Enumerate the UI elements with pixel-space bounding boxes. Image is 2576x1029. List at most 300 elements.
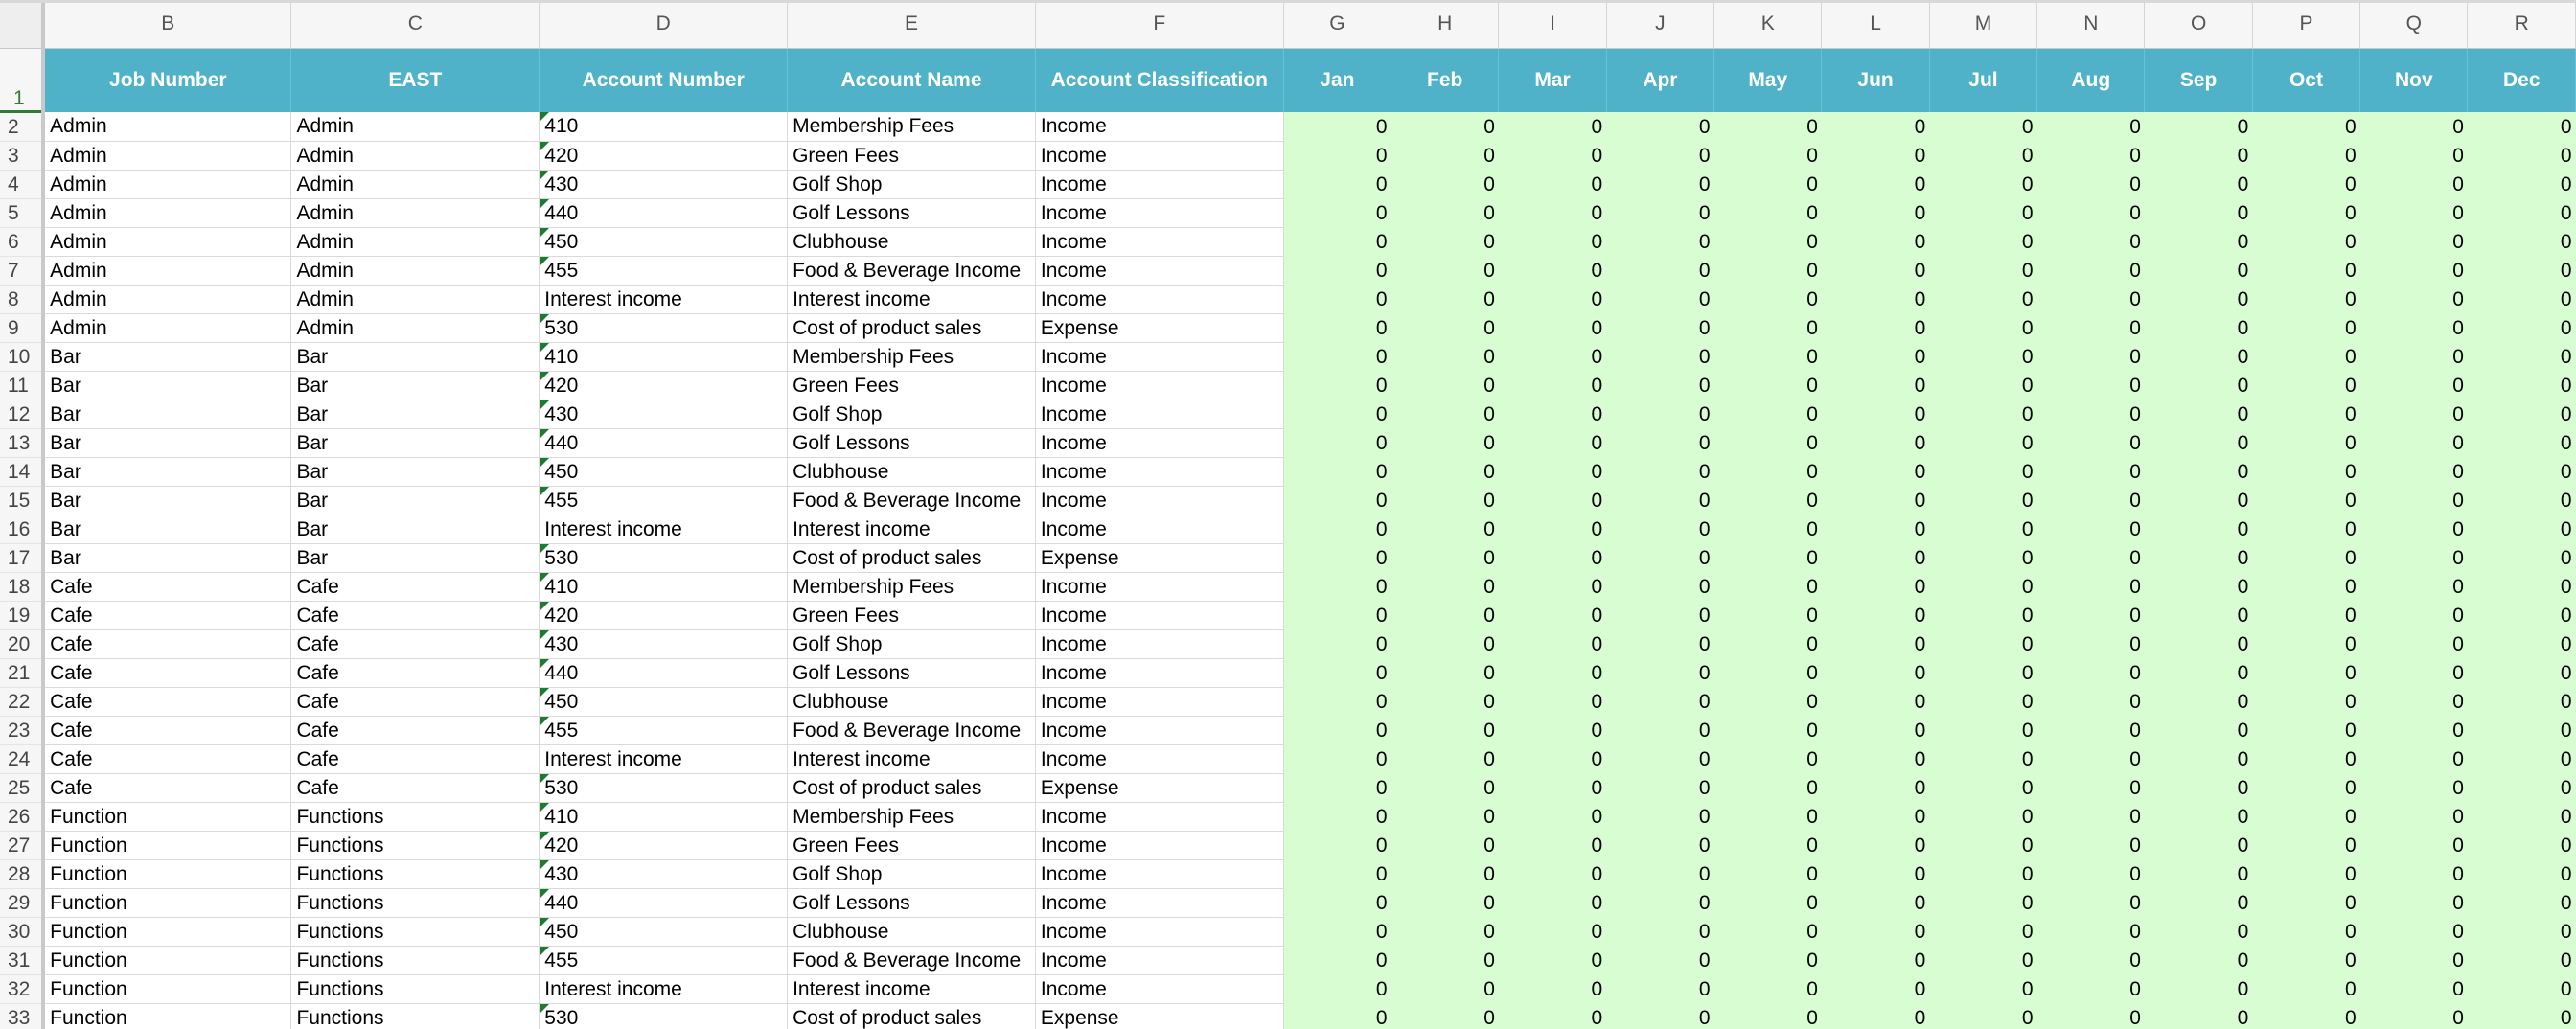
month-value-cell[interactable]: 0 <box>1283 515 1391 544</box>
account-name-cell[interactable]: Golf Lessons <box>788 659 1036 688</box>
month-value-cell[interactable]: 0 <box>1283 199 1391 228</box>
month-value-cell[interactable]: 0 <box>2468 199 2576 228</box>
month-value-cell[interactable]: 0 <box>1929 400 2036 429</box>
month-value-cell[interactable]: 0 <box>2252 372 2359 400</box>
month-value-cell[interactable]: 0 <box>1392 343 1499 372</box>
number-as-text-indicator[interactable] <box>540 487 549 496</box>
month-value-cell[interactable]: 0 <box>1392 314 1499 343</box>
month-value-cell[interactable]: 0 <box>1822 544 1929 573</box>
column-header-p[interactable]: P <box>2252 0 2359 49</box>
job-number-cell[interactable]: Admin <box>43 171 291 199</box>
row-number[interactable]: 4 <box>0 171 43 199</box>
month-value-cell[interactable]: 0 <box>2037 630 2145 659</box>
number-as-text-indicator[interactable] <box>540 573 549 583</box>
month-value-cell[interactable]: 0 <box>2360 745 2468 774</box>
month-value-cell[interactable]: 0 <box>2360 429 2468 458</box>
month-value-cell[interactable]: 0 <box>1499 400 1606 429</box>
month-value-cell[interactable]: 0 <box>2468 515 2576 544</box>
number-as-text-indicator[interactable] <box>540 717 549 726</box>
account-classification-cell[interactable]: Income <box>1035 257 1283 286</box>
month-value-cell[interactable]: 0 <box>2037 199 2145 228</box>
month-value-cell[interactable]: 0 <box>1606 314 1714 343</box>
month-value-cell[interactable]: 0 <box>1283 745 1391 774</box>
month-value-cell[interactable]: 0 <box>2252 458 2359 487</box>
month-value-cell[interactable]: 0 <box>1283 257 1391 286</box>
month-value-cell[interactable]: 0 <box>2145 573 2252 602</box>
month-value-cell[interactable]: 0 <box>1606 774 1714 803</box>
month-value-cell[interactable]: 0 <box>2360 947 2468 975</box>
month-value-cell[interactable]: 0 <box>1283 1004 1391 1029</box>
account-classification-cell[interactable]: Income <box>1035 400 1283 429</box>
month-value-cell[interactable]: 0 <box>2360 573 2468 602</box>
month-value-cell[interactable]: 0 <box>1606 717 1714 745</box>
month-value-cell[interactable]: 0 <box>2037 774 2145 803</box>
month-value-cell[interactable]: 0 <box>1822 458 1929 487</box>
number-as-text-indicator[interactable] <box>540 228 549 238</box>
job-number-cell[interactable]: Cafe <box>43 630 291 659</box>
month-value-cell[interactable]: 0 <box>1392 975 1499 1004</box>
month-value-cell[interactable]: 0 <box>1714 745 1822 774</box>
month-value-cell[interactable]: 0 <box>1714 286 1822 314</box>
month-value-cell[interactable]: 0 <box>1606 860 1714 889</box>
row-number[interactable]: 9 <box>0 314 43 343</box>
account-name-cell[interactable]: Cost of product sales <box>788 314 1036 343</box>
month-value-cell[interactable]: 0 <box>1714 343 1822 372</box>
month-value-cell[interactable]: 0 <box>1499 918 1606 947</box>
month-value-cell[interactable]: 0 <box>1392 429 1499 458</box>
month-value-cell[interactable]: 0 <box>1929 1004 2036 1029</box>
account-classification-cell[interactable]: Income <box>1035 832 1283 860</box>
number-as-text-indicator[interactable] <box>540 860 549 870</box>
account-classification-cell[interactable]: Income <box>1035 343 1283 372</box>
month-value-cell[interactable]: 0 <box>1822 717 1929 745</box>
account-number-cell[interactable] <box>540 314 788 343</box>
job-number-cell[interactable]: Function <box>43 832 291 860</box>
account-name-cell[interactable]: Cost of product sales <box>788 544 1036 573</box>
month-value-cell[interactable]: 0 <box>2145 400 2252 429</box>
account-name-cell[interactable]: Food & Beverage Income <box>788 717 1036 745</box>
header-cell[interactable]: Account Number <box>540 49 788 112</box>
account-number-cell[interactable] <box>540 947 788 975</box>
month-value-cell[interactable]: 0 <box>2252 199 2359 228</box>
month-value-cell[interactable]: 0 <box>1392 171 1499 199</box>
account-classification-cell[interactable]: Income <box>1035 659 1283 688</box>
account-number-cell[interactable] <box>540 602 788 630</box>
month-value-cell[interactable]: 0 <box>1822 314 1929 343</box>
month-value-cell[interactable]: 0 <box>1392 286 1499 314</box>
month-value-cell[interactable]: 0 <box>2468 458 2576 487</box>
account-number-cell[interactable] <box>540 343 788 372</box>
month-value-cell[interactable]: 0 <box>2252 832 2359 860</box>
month-value-cell[interactable]: 0 <box>2145 602 2252 630</box>
month-value-cell[interactable]: 0 <box>1606 630 1714 659</box>
month-value-cell[interactable]: 0 <box>2360 544 2468 573</box>
month-value-cell[interactable]: 0 <box>2252 630 2359 659</box>
number-as-text-indicator[interactable] <box>540 832 549 841</box>
month-value-cell[interactable]: 0 <box>1392 803 1499 832</box>
account-name-cell[interactable]: Food & Beverage Income <box>788 947 1036 975</box>
month-value-cell[interactable]: 0 <box>2252 171 2359 199</box>
month-value-cell[interactable]: 0 <box>1606 286 1714 314</box>
job-number-cell[interactable]: Admin <box>43 257 291 286</box>
row-number[interactable]: 18 <box>0 573 43 602</box>
month-value-cell[interactable]: 0 <box>1499 717 1606 745</box>
month-value-cell[interactable]: 0 <box>2145 515 2252 544</box>
month-value-cell[interactable]: 0 <box>1929 688 2036 717</box>
month-value-cell[interactable]: 0 <box>2145 860 2252 889</box>
month-value-cell[interactable]: 0 <box>2145 257 2252 286</box>
month-value-cell[interactable]: 0 <box>1929 573 2036 602</box>
month-value-cell[interactable]: 0 <box>1499 372 1606 400</box>
account-number-cell[interactable] <box>540 630 788 659</box>
month-value-cell[interactable]: 0 <box>2037 515 2145 544</box>
account-number-cell[interactable] <box>540 400 788 429</box>
month-value-cell[interactable]: 0 <box>1499 860 1606 889</box>
month-value-cell[interactable]: 0 <box>1606 659 1714 688</box>
east-cell[interactable]: Admin <box>291 199 540 228</box>
row-number[interactable]: 15 <box>0 487 43 515</box>
month-value-cell[interactable]: 0 <box>2468 343 2576 372</box>
month-value-cell[interactable]: 0 <box>2037 688 2145 717</box>
month-value-cell[interactable]: 0 <box>2360 142 2468 171</box>
job-number-cell[interactable]: Bar <box>43 429 291 458</box>
header-cell[interactable]: Dec <box>2468 49 2576 112</box>
month-value-cell[interactable]: 0 <box>1606 515 1714 544</box>
month-value-cell[interactable]: 0 <box>1606 142 1714 171</box>
month-value-cell[interactable]: 0 <box>2360 257 2468 286</box>
month-value-cell[interactable]: 0 <box>1714 544 1822 573</box>
month-value-cell[interactable]: 0 <box>1714 602 1822 630</box>
account-number-cell[interactable] <box>540 1004 788 1029</box>
month-value-cell[interactable]: 0 <box>1714 515 1822 544</box>
row-number[interactable]: 31 <box>0 947 43 975</box>
month-value-cell[interactable]: 0 <box>1714 487 1822 515</box>
month-value-cell[interactable]: 0 <box>2145 1004 2252 1029</box>
account-classification-cell[interactable]: Income <box>1035 860 1283 889</box>
account-name-cell[interactable]: Clubhouse <box>788 458 1036 487</box>
account-classification-cell[interactable]: Income <box>1035 688 1283 717</box>
month-value-cell[interactable]: 0 <box>1714 112 1822 142</box>
month-value-cell[interactable]: 0 <box>1714 372 1822 400</box>
month-value-cell[interactable]: 0 <box>1714 314 1822 343</box>
month-value-cell[interactable]: 0 <box>2252 1004 2359 1029</box>
month-value-cell[interactable]: 0 <box>2468 286 2576 314</box>
account-number-cell[interactable] <box>540 860 788 889</box>
account-number-cell[interactable] <box>540 975 788 1004</box>
job-number-cell[interactable]: Function <box>43 947 291 975</box>
header-cell[interactable]: Account Name <box>788 49 1036 112</box>
account-name-cell[interactable]: Golf Shop <box>788 171 1036 199</box>
month-value-cell[interactable]: 0 <box>2252 429 2359 458</box>
account-name-cell[interactable]: Membership Fees <box>788 573 1036 602</box>
month-value-cell[interactable]: 0 <box>2252 975 2359 1004</box>
month-value-cell[interactable]: 0 <box>1392 487 1499 515</box>
east-cell[interactable]: Admin <box>291 286 540 314</box>
month-value-cell[interactable]: 0 <box>2037 429 2145 458</box>
account-classification-cell[interactable]: Income <box>1035 717 1283 745</box>
job-number-cell[interactable]: Bar <box>43 372 291 400</box>
month-value-cell[interactable]: 0 <box>1499 688 1606 717</box>
month-value-cell[interactable]: 0 <box>1606 400 1714 429</box>
account-name-cell[interactable]: Green Fees <box>788 832 1036 860</box>
east-cell[interactable]: Functions <box>291 975 540 1004</box>
row-number[interactable]: 26 <box>0 803 43 832</box>
month-value-cell[interactable]: 0 <box>2037 745 2145 774</box>
month-value-cell[interactable]: 0 <box>1283 372 1391 400</box>
account-name-cell[interactable]: Golf Shop <box>788 400 1036 429</box>
account-name-cell[interactable]: Food & Beverage Income <box>788 257 1036 286</box>
month-value-cell[interactable]: 0 <box>2145 228 2252 257</box>
month-value-cell[interactable]: 0 <box>2145 832 2252 860</box>
month-value-cell[interactable]: 0 <box>2145 717 2252 745</box>
month-value-cell[interactable]: 0 <box>1606 688 1714 717</box>
month-value-cell[interactable]: 0 <box>1606 199 1714 228</box>
account-name-cell[interactable]: Golf Lessons <box>788 199 1036 228</box>
east-cell[interactable]: Cafe <box>291 573 540 602</box>
month-value-cell[interactable]: 0 <box>1929 257 2036 286</box>
month-value-cell[interactable]: 0 <box>1499 314 1606 343</box>
month-value-cell[interactable]: 0 <box>2468 573 2576 602</box>
header-cell[interactable]: EAST <box>291 49 540 112</box>
month-value-cell[interactable]: 0 <box>1283 112 1391 142</box>
job-number-cell[interactable]: Cafe <box>43 573 291 602</box>
account-name-cell[interactable]: Membership Fees <box>788 343 1036 372</box>
month-value-cell[interactable]: 0 <box>1499 544 1606 573</box>
account-name-cell[interactable]: Clubhouse <box>788 688 1036 717</box>
month-value-cell[interactable]: 0 <box>1283 458 1391 487</box>
month-value-cell[interactable]: 0 <box>1606 487 1714 515</box>
month-value-cell[interactable]: 0 <box>1499 458 1606 487</box>
month-value-cell[interactable]: 0 <box>2360 630 2468 659</box>
month-value-cell[interactable]: 0 <box>2037 487 2145 515</box>
month-value-cell[interactable]: 0 <box>2037 343 2145 372</box>
month-value-cell[interactable]: 0 <box>2468 257 2576 286</box>
month-value-cell[interactable]: 0 <box>2468 688 2576 717</box>
header-cell[interactable]: May <box>1714 49 1822 112</box>
job-number-cell[interactable]: Function <box>43 803 291 832</box>
job-number-cell[interactable]: Cafe <box>43 745 291 774</box>
month-value-cell[interactable]: 0 <box>1392 112 1499 142</box>
job-number-cell[interactable]: Function <box>43 975 291 1004</box>
month-value-cell[interactable]: 0 <box>2360 889 2468 918</box>
number-as-text-indicator[interactable] <box>540 429 549 439</box>
account-number-cell[interactable] <box>540 286 788 314</box>
month-value-cell[interactable]: 0 <box>2360 602 2468 630</box>
month-value-cell[interactable]: 0 <box>2468 602 2576 630</box>
column-header-e[interactable]: E <box>788 0 1036 49</box>
month-value-cell[interactable]: 0 <box>2145 112 2252 142</box>
number-as-text-indicator[interactable] <box>540 400 549 410</box>
account-classification-cell[interactable]: Income <box>1035 745 1283 774</box>
row-number[interactable]: 30 <box>0 918 43 947</box>
month-value-cell[interactable]: 0 <box>2468 544 2576 573</box>
month-value-cell[interactable]: 0 <box>2145 544 2252 573</box>
month-value-cell[interactable]: 0 <box>1822 257 1929 286</box>
month-value-cell[interactable]: 0 <box>1822 228 1929 257</box>
month-value-cell[interactable]: 0 <box>1606 918 1714 947</box>
column-header-r[interactable]: R <box>2468 0 2576 49</box>
month-value-cell[interactable]: 0 <box>1714 774 1822 803</box>
month-value-cell[interactable]: 0 <box>1392 688 1499 717</box>
east-cell[interactable]: Admin <box>291 314 540 343</box>
month-value-cell[interactable]: 0 <box>2037 947 2145 975</box>
month-value-cell[interactable]: 0 <box>2037 228 2145 257</box>
row-number[interactable]: 29 <box>0 889 43 918</box>
east-cell[interactable]: Admin <box>291 257 540 286</box>
month-value-cell[interactable]: 0 <box>1606 745 1714 774</box>
month-value-cell[interactable]: 0 <box>2360 918 2468 947</box>
account-number-cell[interactable] <box>540 803 788 832</box>
number-as-text-indicator[interactable] <box>540 199 549 209</box>
month-value-cell[interactable]: 0 <box>2468 947 2576 975</box>
row-number[interactable]: 3 <box>0 142 43 171</box>
month-value-cell[interactable]: 0 <box>1606 429 1714 458</box>
column-header-i[interactable]: I <box>1499 0 1606 49</box>
account-number-cell[interactable] <box>540 889 788 918</box>
month-value-cell[interactable]: 0 <box>2360 975 2468 1004</box>
month-value-cell[interactable]: 0 <box>2037 400 2145 429</box>
month-value-cell[interactable]: 0 <box>2037 573 2145 602</box>
account-number-cell[interactable] <box>540 688 788 717</box>
month-value-cell[interactable]: 0 <box>1822 372 1929 400</box>
column-header-l[interactable]: L <box>1822 0 1929 49</box>
row-number[interactable]: 23 <box>0 717 43 745</box>
account-name-cell[interactable]: Clubhouse <box>788 228 1036 257</box>
month-value-cell[interactable]: 0 <box>1929 918 2036 947</box>
account-classification-cell[interactable]: Income <box>1035 515 1283 544</box>
header-cell[interactable]: Oct <box>2252 49 2359 112</box>
month-value-cell[interactable]: 0 <box>1606 171 1714 199</box>
account-name-cell[interactable]: Membership Fees <box>788 803 1036 832</box>
east-cell[interactable]: Cafe <box>291 745 540 774</box>
east-cell[interactable]: Bar <box>291 515 540 544</box>
month-value-cell[interactable]: 0 <box>2145 458 2252 487</box>
east-cell[interactable]: Bar <box>291 487 540 515</box>
east-cell[interactable]: Functions <box>291 918 540 947</box>
month-value-cell[interactable]: 0 <box>2037 286 2145 314</box>
account-classification-cell[interactable]: Income <box>1035 602 1283 630</box>
job-number-cell[interactable]: Cafe <box>43 659 291 688</box>
row-number[interactable]: 14 <box>0 458 43 487</box>
month-value-cell[interactable]: 0 <box>1714 142 1822 171</box>
account-number-cell[interactable] <box>540 372 788 400</box>
month-value-cell[interactable]: 0 <box>2037 860 2145 889</box>
month-value-cell[interactable]: 0 <box>2145 745 2252 774</box>
month-value-cell[interactable]: 0 <box>2360 515 2468 544</box>
column-header-k[interactable]: K <box>1714 0 1822 49</box>
header-cell[interactable]: Account Classification <box>1035 49 1283 112</box>
number-as-text-indicator[interactable] <box>540 372 549 381</box>
account-number-cell[interactable] <box>540 487 788 515</box>
month-value-cell[interactable]: 0 <box>1499 171 1606 199</box>
month-value-cell[interactable]: 0 <box>1929 860 2036 889</box>
month-value-cell[interactable]: 0 <box>1499 112 1606 142</box>
month-value-cell[interactable]: 0 <box>2037 1004 2145 1029</box>
month-value-cell[interactable]: 0 <box>2468 314 2576 343</box>
month-value-cell[interactable]: 0 <box>2252 860 2359 889</box>
row-number[interactable]: 11 <box>0 372 43 400</box>
month-value-cell[interactable]: 0 <box>1714 975 1822 1004</box>
month-value-cell[interactable]: 0 <box>1499 286 1606 314</box>
month-value-cell[interactable]: 0 <box>1822 774 1929 803</box>
month-value-cell[interactable]: 0 <box>1714 889 1822 918</box>
east-cell[interactable]: Cafe <box>291 602 540 630</box>
month-value-cell[interactable]: 0 <box>1714 400 1822 429</box>
month-value-cell[interactable]: 0 <box>2468 400 2576 429</box>
header-cell[interactable]: Mar <box>1499 49 1606 112</box>
month-value-cell[interactable]: 0 <box>2037 717 2145 745</box>
month-value-cell[interactable]: 0 <box>2468 918 2576 947</box>
account-classification-cell[interactable]: Income <box>1035 630 1283 659</box>
month-value-cell[interactable]: 0 <box>1822 659 1929 688</box>
month-value-cell[interactable]: 0 <box>1499 343 1606 372</box>
month-value-cell[interactable]: 0 <box>2145 918 2252 947</box>
month-value-cell[interactable]: 0 <box>1283 947 1391 975</box>
month-value-cell[interactable]: 0 <box>2252 889 2359 918</box>
month-value-cell[interactable]: 0 <box>1392 228 1499 257</box>
month-value-cell[interactable]: 0 <box>1714 947 1822 975</box>
account-name-cell[interactable]: Green Fees <box>788 602 1036 630</box>
number-as-text-indicator[interactable] <box>540 1004 549 1014</box>
number-as-text-indicator[interactable] <box>540 659 549 669</box>
month-value-cell[interactable]: 0 <box>1929 487 2036 515</box>
month-value-cell[interactable]: 0 <box>1283 803 1391 832</box>
month-value-cell[interactable]: 0 <box>2037 458 2145 487</box>
month-value-cell[interactable]: 0 <box>2252 717 2359 745</box>
month-value-cell[interactable]: 0 <box>1606 257 1714 286</box>
number-as-text-indicator[interactable] <box>540 544 549 554</box>
account-classification-cell[interactable]: Income <box>1035 112 1283 142</box>
header-cell[interactable]: Jul <box>1929 49 2036 112</box>
east-cell[interactable]: Admin <box>291 112 540 142</box>
month-value-cell[interactable]: 0 <box>2468 889 2576 918</box>
job-number-cell[interactable]: Cafe <box>43 717 291 745</box>
month-value-cell[interactable]: 0 <box>2360 659 2468 688</box>
account-number-cell[interactable] <box>540 745 788 774</box>
east-cell[interactable]: Cafe <box>291 659 540 688</box>
account-name-cell[interactable]: Clubhouse <box>788 918 1036 947</box>
month-value-cell[interactable]: 0 <box>1392 142 1499 171</box>
account-name-cell[interactable]: Cost of product sales <box>788 774 1036 803</box>
account-classification-cell[interactable]: Income <box>1035 573 1283 602</box>
row-number[interactable]: 28 <box>0 860 43 889</box>
account-classification-cell[interactable]: Income <box>1035 199 1283 228</box>
month-value-cell[interactable]: 0 <box>1606 1004 1714 1029</box>
month-value-cell[interactable]: 0 <box>2145 199 2252 228</box>
month-value-cell[interactable]: 0 <box>2252 112 2359 142</box>
month-value-cell[interactable]: 0 <box>1822 889 1929 918</box>
month-value-cell[interactable]: 0 <box>2468 803 2576 832</box>
month-value-cell[interactable]: 0 <box>2468 487 2576 515</box>
month-value-cell[interactable]: 0 <box>1822 199 1929 228</box>
header-cell[interactable]: Feb <box>1392 49 1499 112</box>
job-number-cell[interactable]: Bar <box>43 487 291 515</box>
account-classification-cell[interactable]: Income <box>1035 487 1283 515</box>
job-number-cell[interactable]: Function <box>43 1004 291 1029</box>
month-value-cell[interactable]: 0 <box>2360 860 2468 889</box>
month-value-cell[interactable]: 0 <box>2468 142 2576 171</box>
account-classification-cell[interactable]: Expense <box>1035 1004 1283 1029</box>
month-value-cell[interactable]: 0 <box>2252 659 2359 688</box>
month-value-cell[interactable]: 0 <box>1929 975 2036 1004</box>
east-cell[interactable]: Bar <box>291 544 540 573</box>
month-value-cell[interactable]: 0 <box>1283 400 1391 429</box>
month-value-cell[interactable]: 0 <box>1929 142 2036 171</box>
month-value-cell[interactable]: 0 <box>1714 717 1822 745</box>
month-value-cell[interactable]: 0 <box>2360 717 2468 745</box>
row-number[interactable]: 2 <box>0 112 43 142</box>
month-value-cell[interactable]: 0 <box>1606 228 1714 257</box>
